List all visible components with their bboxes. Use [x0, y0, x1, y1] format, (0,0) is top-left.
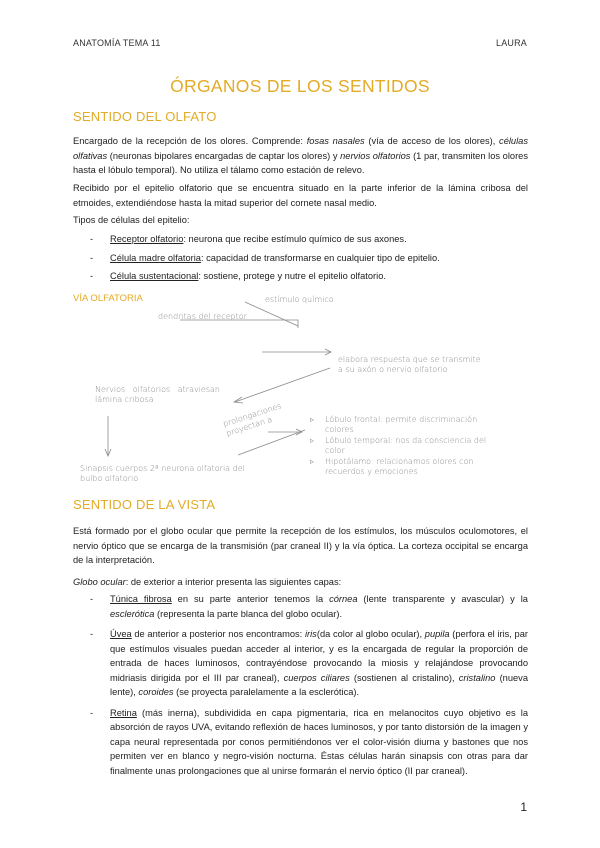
tunica-term: Túnica fibrosa	[110, 594, 172, 604]
vista-paragraph-1: Está formado por el globo ocular que permite la recepción de los estímulos, los músculos oculomotores, el nervio óptico que se encarga de la transmisión (par craneal II) y la vía óptica. La corteza occipital se encarga de la interpretación.	[73, 526, 528, 565]
note-sinapsis: Sinapsis cuerpos 2ª neurona olfatoria del bulbo olfatorio	[80, 464, 245, 483]
uvea-text: (se proyecta paralelamente a la esclerótica).	[173, 687, 360, 697]
vista-paragraph-2	[73, 575, 528, 590]
uvea-text: (perfora el iris, par que estímulos visuales puedan acceder al interior, y es la encargada de regular la proporción de entrada de haces luminosos, contrayéndose provocando la miosis y relajándose provocando midriasis dirigida por el III par craneal),	[110, 629, 528, 683]
olfato-p1-nervios: nervios olfatorios	[340, 150, 411, 161]
olfato-p1-c: (vía de acceso de los olores),	[364, 136, 500, 146]
cell-term: Célula sustentacional	[110, 271, 199, 281]
olfato-p1-fosas: fosas nasales	[306, 136, 365, 146]
vista-layer-list	[73, 592, 528, 778]
note-nervios: Nervios olfatorios atraviesan lámina cribosa	[95, 385, 220, 404]
note-dendritas: dendritas del receptor	[158, 312, 247, 321]
list-item	[310, 436, 500, 456]
olfato-p1-celulas: células olfativas	[73, 136, 528, 161]
list-item	[73, 706, 528, 779]
list-item	[310, 457, 500, 477]
olfato-paragraph-2: Recibido por el epitelio olfatorio que se encuentra situado en la parte inferior de la lámina cribosa del etmoides, extendiéndose hasta la mitad superior del cornete nasal medio.	[73, 183, 528, 208]
tunica-text: (lente transparente y avascular) y la	[357, 594, 528, 604]
cristalino-term: cristalino	[458, 672, 496, 683]
tunica-text: en su parte anterior tenemos la	[171, 594, 330, 604]
olfato-p1-g: (1 par, transmiten los olores hasta el lóbulo temporal). No utiliza el tálamo como estación de relevo.	[73, 150, 528, 175]
page-number: 1	[520, 800, 527, 814]
cell-term: Receptor olfatorio	[110, 234, 184, 244]
globo-ocular-term: Globo ocular	[73, 577, 126, 587]
cuerpos-ciliares-term: cuerpos ciliares	[283, 672, 350, 683]
lobe-text: Hipotálamo: relacionamos olores con recuerdos y emociones	[325, 457, 474, 476]
header-right: LAURA	[495, 38, 527, 48]
cell-term: Célula madre olfatoria	[110, 252, 201, 263]
cell-text: : neurona que recibe estímulo químico de sus axones.	[183, 234, 407, 244]
note-estimulo: estímulo químico	[265, 295, 334, 304]
esclerotica-term: esclerótica	[110, 608, 155, 619]
vista-heading: SENTIDO DE LA VISTA	[73, 497, 216, 512]
uvea-term: Úvea	[110, 629, 132, 639]
retina-text: (más inerna), subdividida en capa pigmentaria, rica en melanocitos cuyo objetivo es la absorción de rayos UVA, evitando reflexión de haces luminosos, y por tanto distorsión de la imagen y capa neural representada por conos permitiéndonos ver el color-visión diurna y bastones que nos permiten ver en blanco y negro-visión nocturna. Éstas células harán sinapsis con otras para dar finalmente unas prolongaciones que al unirse formarán el nervio óptico (II par craneal).	[110, 707, 528, 776]
list-item	[73, 592, 528, 621]
uvea-text: (sostienen al cristalino),	[349, 672, 459, 683]
via-lobe-list	[310, 415, 500, 477]
olfato-paragraph-3: Tipos de células del epitelio:	[73, 215, 190, 225]
olfato-p1-a: Encargado de la recepción de los olores. Comprende:	[73, 136, 307, 146]
iris-term: iris	[304, 629, 317, 639]
uvea-text: de anterior a posterior nos encontramos:	[131, 629, 305, 639]
pupila-term: pupila	[424, 629, 450, 639]
note-elabora: elabora respuesta que se transmite a su axón o nervio olfatorio	[338, 355, 481, 374]
bullet-icon: ▹	[310, 436, 315, 445]
tunica-text: (representa la parte blanca del globo ocular).	[154, 608, 343, 619]
cornea-term: córnea	[329, 594, 358, 604]
cell-text: : capacidad de transformarse en cualquier tipo de epitelio.	[200, 252, 440, 263]
olfato-p1-e: (neuronas bipolares encargadas de captar los olores) y	[107, 150, 341, 161]
list-item	[73, 627, 528, 700]
retina-term: Retina	[110, 707, 137, 718]
via-heading: VÍA OLFATORIA	[73, 293, 143, 304]
arrow-nervios	[235, 368, 330, 402]
note-prolongaciones: prolongaciones proyectan a	[222, 401, 283, 439]
uvea-text: (nueva lente),	[110, 672, 528, 697]
coroides-term: coroides	[138, 687, 174, 697]
olfato-heading: SENTIDO DEL OLFATO	[73, 109, 217, 124]
bullet-icon: ▹	[310, 415, 315, 424]
header-left: ANATOMÍA TEMA 11	[73, 38, 161, 48]
list-item	[310, 415, 500, 435]
lobe-text: Lóbulo temporal: nos da consciencia del color	[325, 436, 487, 455]
cell-text: : sostiene, protege y nutre el epitelio olfatorio.	[198, 271, 386, 281]
page-title: ÓRGANOS DE LOS SENTIDOS	[170, 76, 430, 96]
uvea-text: (da color al globo ocular),	[316, 629, 425, 639]
lobe-text: Lóbulo frontal: permite discriminación colores	[325, 415, 478, 434]
globo-ocular-text: : de exterior a interior presenta las siguientes capas:	[125, 577, 342, 587]
bullet-icon: ▹	[310, 457, 315, 466]
arrow-proyectan	[238, 430, 305, 455]
arrow-estimulo-dendritas	[245, 302, 298, 326]
